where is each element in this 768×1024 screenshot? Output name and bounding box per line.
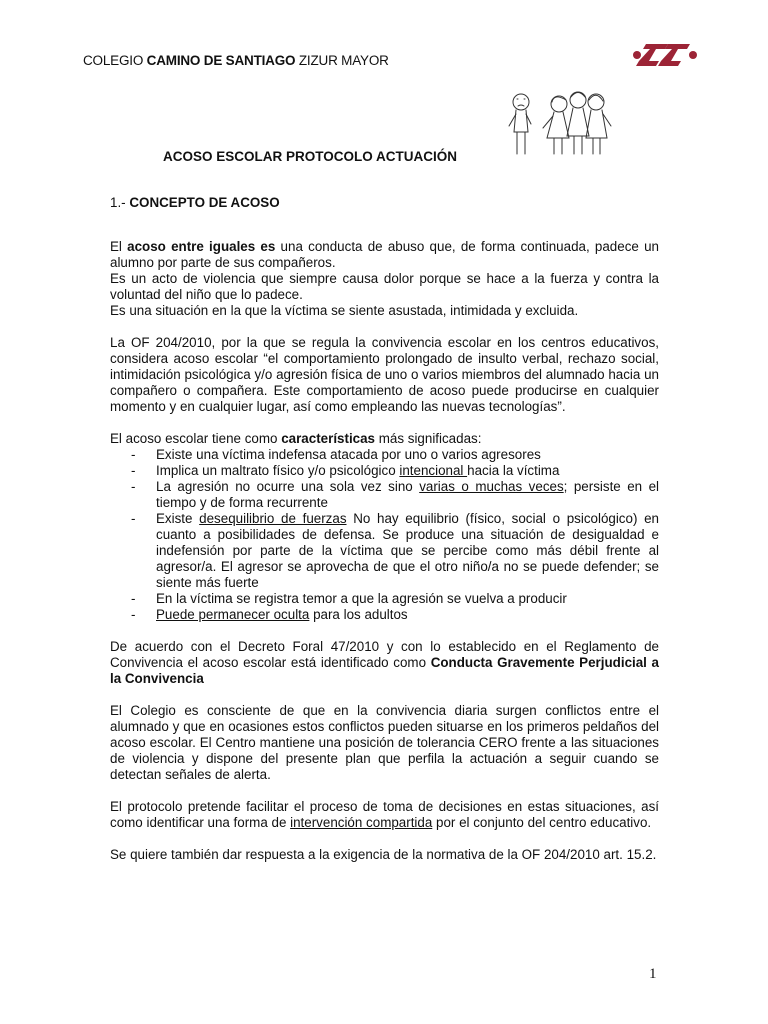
section-number: 1.- [110,195,130,210]
characteristics-intro-post: más significadas: [375,431,482,446]
section-heading [110,195,659,211]
school-name-part2: CAMINO DE SANTIAGO [146,53,296,68]
protocolo-pre: El protocolo pretende facilitar el proceso de toma de decisiones en estas situaciones, así como identificar una forma de [110,799,659,830]
item4-underlined: desequilibrio de fuerzas [199,511,347,526]
decreto-paragraph [110,639,659,687]
list-item [110,511,659,591]
of-paragraph: La OF 204/2010, por la que se regula la convivencia escolar en los centros educativos, considera acoso escolar “el comportamiento prolongado de insulto verbal, rechazo social, intimidación psicológica y/o agresión física de uno o varios miembros del alumnado hacia un compañero o compañera. Este comportamiento de acoso puede producirse en cualquier momento y en cualquier lugar, así como empleando las nuevas tecnologías”. [110,335,659,414]
intro-text-bold: acoso entre iguales es [127,239,276,254]
characteristics-intro [110,431,659,447]
list-item: - En la víctima se registra temor a que la agresión se vuelva a producir [110,591,659,607]
intro-paragraph [110,239,659,271]
document-body [110,195,659,879]
item6-underlined: Puede permanecer oculta [156,607,310,622]
intro-line-3: Es una situación en la que la víctima se siente asustada, intimidada y excluida. [110,303,579,318]
item3-post: ; persiste en el tiempo y de forma recurrente [156,479,659,510]
characteristics-intro-pre: El acoso escolar tiene como [110,431,282,446]
intro-text-post: una conducta de abuso que, de forma continuada, padece un alumno por parte de sus compañeros. [110,239,659,270]
document-title: ACOSO ESCOLAR PROTOCOLO ACTUACIÓN [163,149,458,164]
list-item [110,607,659,623]
list-item [110,463,659,479]
section-title: CONCEPTO DE ACOSO [129,195,280,210]
item4-pre: Existe [156,511,200,526]
item2-post: hacia la víctima [467,463,560,478]
page-number: 1 [649,966,657,982]
item2-pre: Implica un maltrato físico y/o psicológico [156,463,400,478]
decreto-text: De acuerdo con el Decreto Foral 47/2010 y con lo establecido en el Reglamento de Convivencia el acoso escolar está identificado como [110,639,659,670]
decreto-bold: Conducta Gravemente Perjudicial a la Convivencia [110,655,660,686]
list-item: - Existe una víctima indefensa atacada por uno o varios agresores [110,447,659,463]
protocolo-paragraph [110,799,659,831]
intro-line-2: Es un acto de violencia que siempre causa dolor porque se hace a la fuerza y contra la voluntad del niño que lo padece. [110,271,659,302]
children-drawing-icon [505,88,615,160]
protocolo-post: por el conjunto del centro educativo. [432,815,652,830]
intro-text-pre: El [110,239,128,254]
protocolo-underlined: intervención compartida [290,815,433,830]
characteristics-intro-bold: características [281,431,376,446]
school-name-part3: ZIZUR MAYOR [295,53,389,68]
colegio-paragraph: El Colegio es consciente de que en la convivencia diaria surgen conflictos entre el alumnado y que en ocasiones estos conflictos pueden situarse en los primeros peldaños del acoso escolar. El Centro mantiene una posición de tolerancia CERO frente a las situaciones de violencia y dispone del presente plan que perfila la actuación a seguir cuando se detectan señales de alerta. [110,703,659,782]
school-name-part1: COLEGIO [83,53,147,68]
item3-pre: La agresión no ocurre una sola vez sino [156,479,420,494]
zz-logo-icon [632,38,698,72]
item3-underlined: varias o muchas veces [419,479,564,494]
item2-underlined: intencional [399,463,468,478]
list-item [110,479,659,511]
item4-post: No hay equilibrio (físico, social o psicológico) en cuanto a posibilidades de defensa. Se produce una situación de desigualdad e indefensión por parte de la víctima que se percibe como más débil frente al agresor/a. El agresor se aprovecha de que el otro niño/a no se puede defender; se siente más fuerte [156,511,659,590]
item6-post: para los adultos [309,607,408,622]
normativa-paragraph: Se quiere también dar respuesta a la exigencia de la normativa de la OF 204/2010 art. 15.2. [110,847,657,862]
characteristics-list [110,447,659,623]
school-name-header [83,53,389,68]
